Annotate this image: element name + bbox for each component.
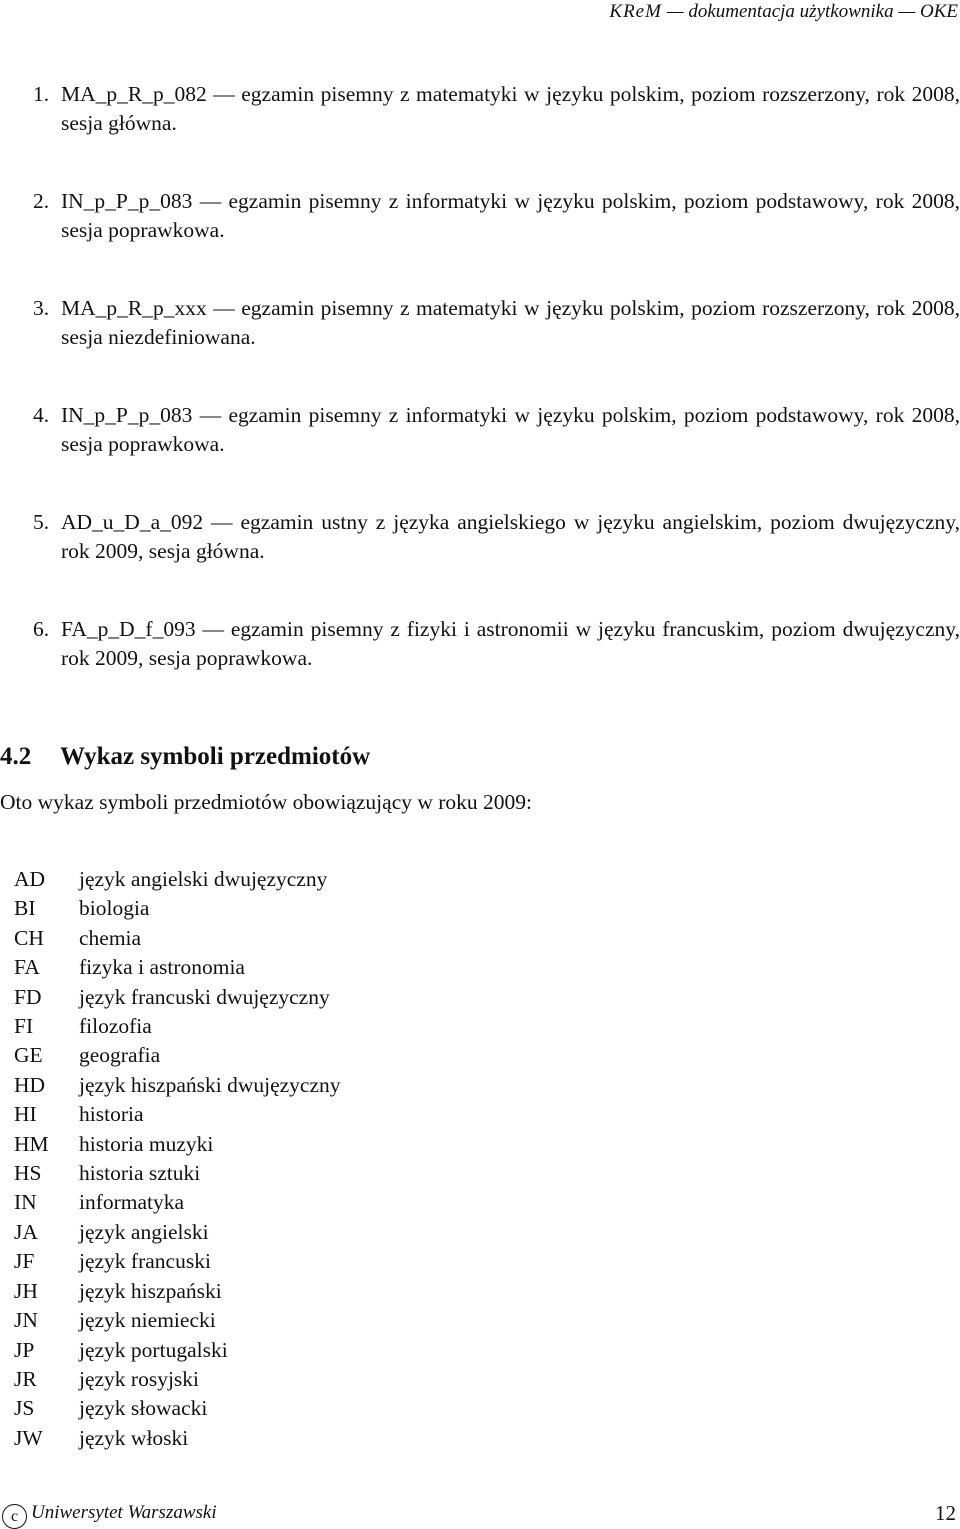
symbol-code: JH — [14, 1278, 38, 1303]
symbol-code: HM — [14, 1131, 49, 1156]
list-item-number: 6. — [33, 617, 50, 641]
list-item-text: FA_p_D_f_093 — egzamin pisemny z fizyki i astronomii w języku francuskim, poziom dwujęzyczny, rok 2009, sesja poprawkowa. — [61, 617, 960, 670]
intro-paragraph: Oto wykaz symboli przedmiotów obowiązujący w roku 2009: — [0, 790, 533, 814]
symbol-code: JF — [14, 1249, 35, 1274]
table-row — [14, 1188, 341, 1217]
symbol-name: język słowacki — [79, 1396, 208, 1421]
symbol-name: biologia — [79, 896, 150, 921]
table-row — [14, 924, 341, 953]
section-heading — [0, 741, 370, 773]
symbol-name: język hiszpański — [79, 1278, 222, 1303]
table-row — [14, 953, 341, 982]
list-item-text: MA_p_R_p_082 — egzamin pisemny z matematyki w języku polskim, poziom rozszerzony, rok 2008, sesja główna. — [61, 82, 960, 135]
table-row — [14, 1041, 341, 1070]
symbol-code: HD — [14, 1072, 46, 1097]
symbol-name: historia — [79, 1102, 144, 1127]
list-item — [0, 294, 960, 352]
symbol-code: JP — [14, 1337, 35, 1362]
table-row — [14, 983, 341, 1012]
symbol-code: IN — [14, 1190, 37, 1215]
header-title: — dokumentacja użytkownika — OKE — [661, 1, 958, 22]
symbols-table — [14, 865, 341, 1453]
list-item — [0, 615, 960, 673]
list-item — [0, 187, 960, 245]
footer-copyright — [2, 1500, 217, 1529]
symbol-name: informatyka — [79, 1190, 185, 1215]
page-number: 12 — [935, 1501, 956, 1525]
table-row — [14, 1159, 341, 1188]
symbol-name: filozofia — [79, 1014, 152, 1039]
exam-list — [0, 80, 960, 722]
symbol-name: chemia — [79, 925, 142, 950]
list-item-number: 4. — [33, 403, 50, 427]
list-item-text: MA_p_R_p_xxx — egzamin pisemny z matematyki w języku polskim, poziom rozszerzony, rok 2008, sesja niezdefiniowana. — [61, 296, 960, 349]
symbol-code: JR — [14, 1366, 37, 1391]
table-row — [14, 1012, 341, 1041]
table-row — [14, 1071, 341, 1100]
table-row — [14, 1365, 341, 1394]
symbol-name: fizyka i astronomia — [79, 955, 245, 980]
symbol-name: język francuski — [79, 1249, 211, 1274]
table-row — [14, 1394, 341, 1423]
running-header — [609, 0, 958, 24]
symbol-name: język włoski — [79, 1425, 189, 1450]
section-title: Wykaz symboli przedmiotów — [60, 743, 371, 770]
list-item — [0, 401, 960, 459]
symbol-name: język rosyjski — [79, 1366, 200, 1391]
symbol-code: JS — [14, 1396, 35, 1421]
list-item-number: 5. — [33, 510, 50, 534]
symbol-code: JW — [14, 1425, 43, 1450]
list-item-number: 3. — [33, 296, 50, 320]
symbol-code: HI — [14, 1102, 37, 1127]
table-row — [14, 1424, 341, 1453]
footer-institution: Uniwersytet Warszawski — [31, 1502, 217, 1523]
list-item-number: 1. — [33, 82, 50, 106]
list-item — [0, 508, 960, 566]
table-row — [14, 1247, 341, 1276]
symbol-code: FA — [14, 955, 40, 980]
table-row — [14, 1100, 341, 1129]
table-row — [14, 894, 341, 923]
list-item-text: AD_u_D_a_092 — egzamin ustny z języka angielskiego w języku angielskim, poziom dwujęzyczny, rok 2009, sesja główna. — [61, 510, 960, 563]
symbol-code: GE — [14, 1043, 43, 1068]
table-row — [14, 1277, 341, 1306]
symbol-name: historia muzyki — [79, 1131, 214, 1156]
copyright-icon: c — [2, 1504, 27, 1529]
section-number: 4.2 — [0, 743, 32, 770]
symbol-name: język angielski dwujęzyczny — [79, 867, 328, 891]
symbol-name: język portugalski — [79, 1337, 228, 1362]
list-item-number: 2. — [33, 189, 50, 213]
symbol-code: CH — [14, 925, 44, 950]
symbol-code: AD — [14, 867, 46, 891]
list-item-text: IN_p_P_p_083 — egzamin pisemny z informatyki w języku polskim, poziom podstawowy, rok 2008, sesja poprawkowa. — [61, 403, 960, 456]
symbol-name: geografia — [79, 1043, 161, 1068]
table-row — [14, 1306, 341, 1335]
table-row — [14, 1130, 341, 1159]
list-item — [0, 80, 960, 138]
symbol-name: język francuski dwujęzyczny — [79, 984, 330, 1009]
symbol-name: język hiszpański dwujęzyczny — [79, 1072, 341, 1097]
symbol-name: historia sztuki — [79, 1161, 201, 1186]
symbol-code: JA — [14, 1219, 38, 1244]
symbol-code: JN — [14, 1308, 38, 1333]
symbol-code: FI — [14, 1014, 34, 1039]
symbol-code: BI — [14, 896, 36, 921]
symbol-name: język angielski — [79, 1219, 209, 1244]
symbol-name: język niemiecki — [79, 1308, 216, 1333]
table-row — [14, 865, 341, 894]
table-row — [14, 1336, 341, 1365]
symbol-code: FD — [14, 984, 42, 1009]
table-row — [14, 1218, 341, 1247]
header-app-name: KReM — [609, 1, 662, 22]
symbol-code: HS — [14, 1161, 42, 1186]
list-item-text: IN_p_P_p_083 — egzamin pisemny z informatyki w języku polskim, poziom podstawowy, rok 2008, sesja poprawkowa. — [61, 189, 960, 242]
